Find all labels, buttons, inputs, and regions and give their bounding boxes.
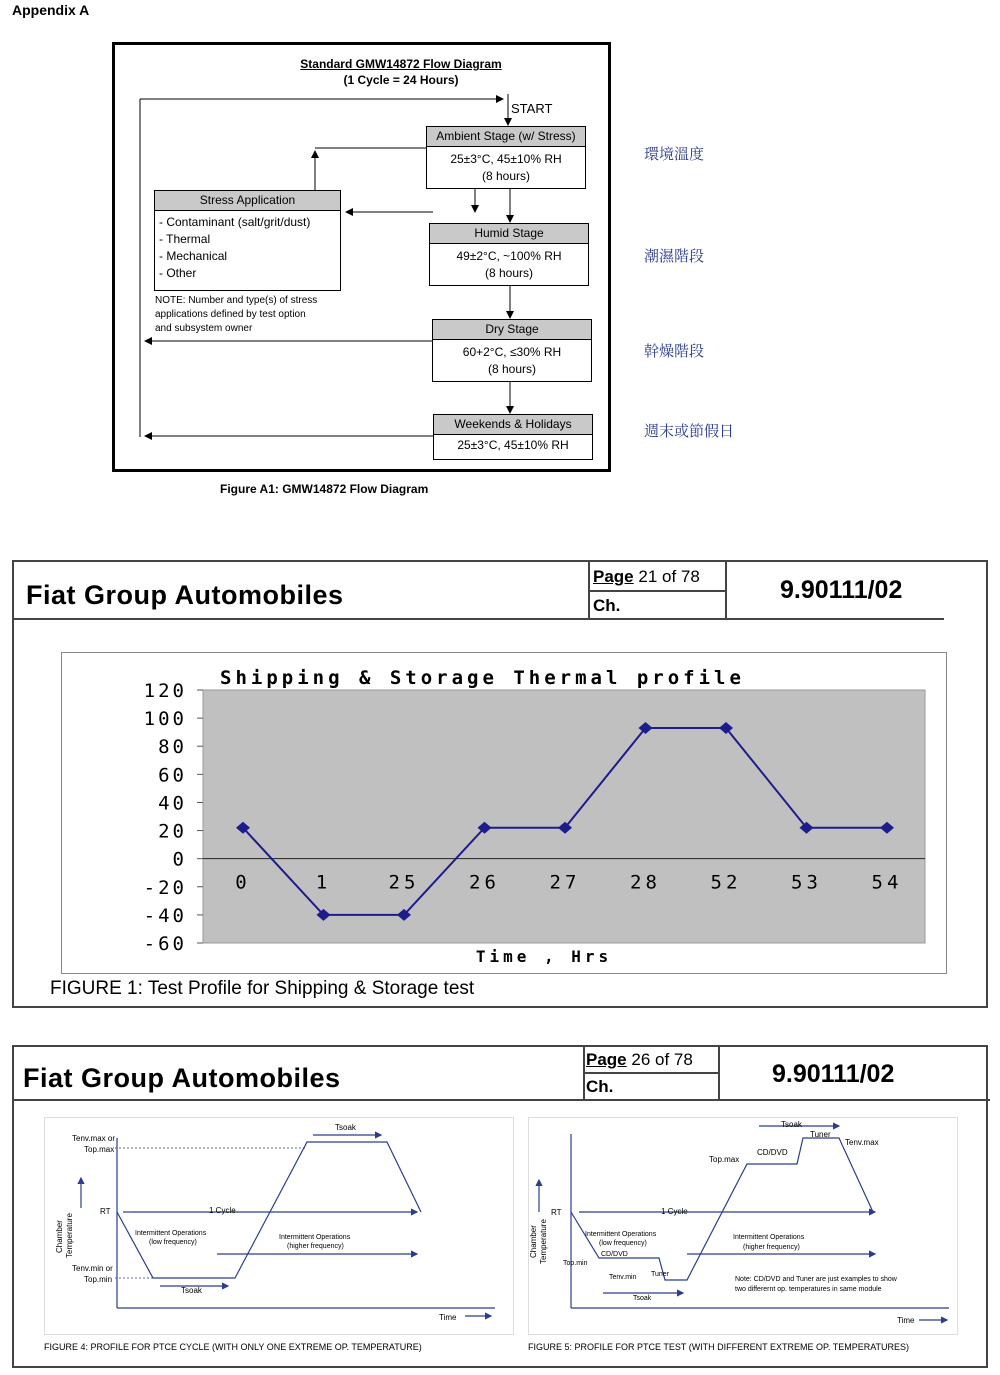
stage-weekends-title: Weekends & Holidays	[434, 415, 592, 435]
fig5-int-high-1: Intermittent Operations	[733, 1234, 805, 1241]
stage-dry-title: Dry Stage	[433, 320, 591, 340]
x-tick-label: 1	[315, 871, 332, 894]
fig5-tsoak-bottom: Tsoak	[633, 1295, 652, 1302]
stage-ambient-dur: (8 hours)	[481, 169, 531, 183]
fig5-time: Time	[897, 1316, 915, 1325]
fiat-panel-1	[12, 560, 988, 1008]
x-tick-label: 25	[388, 871, 420, 894]
y-tick-label: -20	[143, 876, 187, 899]
fig4-int-high-1: Intermittent Operations	[279, 1234, 351, 1241]
x-tick-label: 26	[469, 871, 500, 894]
x-axis-label: Time , Hrs	[475, 947, 613, 966]
fig4-tsoak-top: Tsoak	[335, 1123, 356, 1132]
fig4-temperature: Temperature	[65, 1213, 74, 1258]
fig5-rt: RT	[551, 1208, 562, 1217]
fig5-tuner-bottom: Tuner	[651, 1271, 670, 1278]
fig5-int-low-2: (low frequency)	[599, 1240, 647, 1247]
chinese-label-dry: 幹燥階段	[644, 343, 705, 360]
fig5-tsoak-top: Tsoak	[781, 1120, 802, 1129]
y-tick-label: 80	[158, 736, 187, 759]
fig5-tuner-top: Tuner	[810, 1130, 831, 1139]
chinese-label-ambient: 環境溫度	[644, 146, 705, 163]
plot-area	[203, 690, 925, 943]
fig5-top-max: Top.max	[709, 1155, 740, 1164]
stage-humid-cond: 49±2°C, ~100% RH	[456, 249, 562, 263]
flow-title: Standard GMW14872 Flow Diagram	[300, 57, 502, 71]
fig4-cycle: 1 Cycle	[209, 1206, 236, 1215]
company-name: Fiat Group Automobiles	[26, 580, 344, 610]
chart-container	[61, 652, 947, 974]
figure-5	[528, 1117, 958, 1335]
y-tick-label: 60	[158, 764, 187, 787]
chart-title: Shipping & Storage Thermal profile	[220, 667, 745, 689]
x-tick-label: 0	[235, 871, 251, 894]
stress-note-line: NOTE: Number and type(s) of stress	[155, 295, 318, 306]
x-tick-label: 27	[549, 871, 581, 894]
fig5-cycle: 1 Cycle	[661, 1207, 688, 1216]
ch-label: Ch.	[586, 1077, 614, 1096]
x-tick-label: 54	[871, 871, 903, 894]
thermal-profile-chart	[62, 653, 944, 971]
fig4-int-low-1: Intermittent Operations	[135, 1230, 207, 1237]
stage-ambient-title: Ambient Stage (w/ Stress)	[427, 127, 585, 147]
stage-ambient	[426, 126, 586, 189]
y-tick-label: 20	[158, 820, 187, 843]
y-tick-label: 120	[143, 680, 187, 702]
fig5-note-2: two differernt op. temperatures in same module	[735, 1286, 882, 1293]
stage-ambient-cond: 25±3°C, 45±10% RH	[450, 152, 562, 166]
figure-4-caption: FIGURE 4: PROFILE FOR PTCE CYCLE (WITH ONLY ONE EXTREME OP. TEMPERATURE)	[44, 1342, 422, 1352]
flow-subtitle: (1 Cycle = 24 Hours)	[343, 73, 459, 87]
stress-item: - Thermal	[159, 232, 211, 246]
y-tick-label: -60	[143, 933, 187, 955]
fig4-tenv-max: Tenv.max or	[72, 1134, 115, 1143]
fig5-chamber: Chamber	[529, 1225, 538, 1258]
stress-note-line: applications defined by test option	[155, 309, 306, 320]
fig4-chamber: Chamber	[55, 1220, 64, 1253]
figure-5-drawing	[529, 1118, 957, 1334]
stage-dry-cond: 60+2°C, ≤30% RH	[462, 345, 562, 359]
figure-4	[44, 1117, 514, 1335]
fig4-top-min: Top.min	[84, 1275, 113, 1284]
page-cell	[586, 1050, 693, 1070]
x-tick-label: 53	[791, 871, 822, 894]
stress-note-line: and subsystem owner	[155, 323, 253, 334]
x-tick-label: 52	[710, 871, 742, 894]
figure-a1-caption: Figure A1: GMW14872 Flow Diagram	[220, 482, 429, 496]
stage-humid-title: Humid Stage	[430, 224, 588, 244]
stage-humid	[429, 223, 589, 286]
fig4-top-max: Top.max	[84, 1145, 115, 1154]
fig4-time: Time	[439, 1313, 457, 1322]
chinese-label-humid: 潮濕階段	[644, 248, 705, 265]
fig4-tenv-min: Tenv.min or	[72, 1264, 113, 1273]
stage-dry	[432, 319, 592, 382]
doc-number: 9.90111/02	[780, 576, 903, 604]
x-tick-label: 28	[630, 871, 661, 894]
fig4-rt: RT	[100, 1207, 111, 1216]
appendix-heading: Appendix A	[12, 2, 90, 18]
flow-diagram	[112, 42, 611, 472]
stress-item: - Contaminant (salt/grit/dust)	[159, 215, 311, 229]
start-label: START	[511, 101, 553, 116]
fig5-temperature: Temperature	[539, 1219, 548, 1264]
stage-dry-dur: (8 hours)	[487, 362, 537, 376]
stage-weekends-cond: 25±3°C, 45±10% RH	[457, 438, 569, 452]
company-name: Fiat Group Automobiles	[23, 1063, 341, 1093]
page-label: Page	[593, 567, 634, 586]
stress-application-box	[154, 190, 341, 291]
stress-item: - Mechanical	[159, 249, 228, 263]
fig4-tsoak-bottom: Tsoak	[181, 1286, 202, 1295]
ch-label: Ch.	[593, 596, 621, 615]
fig4-int-high-2: (higher frequency)	[287, 1243, 344, 1250]
stress-note	[155, 294, 317, 336]
y-tick-label: 0	[172, 848, 187, 871]
fig5-tenv-max: Tenv.max	[845, 1138, 879, 1147]
page-value: 21 of 78	[638, 567, 700, 586]
stress-item: - Other	[159, 266, 197, 280]
y-tick-label: 100	[143, 708, 187, 731]
y-tick-label: 40	[158, 792, 187, 815]
page-value: 26 of 78	[631, 1050, 693, 1069]
fig5-cddvd-top: CD/DVD	[757, 1148, 788, 1157]
fig5-tenv-min: Tenv.min	[609, 1274, 637, 1281]
fig5-cddvd-bottom: CD/DVD	[601, 1251, 628, 1258]
doc-number: 9.90111/02	[772, 1060, 895, 1088]
page-label: Page	[586, 1050, 627, 1069]
page-cell	[593, 567, 700, 587]
figure-4-drawing	[45, 1118, 513, 1334]
y-tick-label: -40	[143, 904, 187, 927]
stage-humid-dur: (8 hours)	[484, 266, 534, 280]
fiat-panel-2	[12, 1045, 988, 1368]
figure-5-caption: FIGURE 5: PROFILE FOR PTCE TEST (WITH DIFFERENT EXTREME OP. TEMPERATURES)	[528, 1342, 910, 1352]
chinese-label-weekends: 週末或節假日	[644, 423, 735, 440]
fig5-top-min: Top.min	[563, 1260, 588, 1267]
fig5-int-low-1: Intermittent Operations	[585, 1231, 657, 1238]
stress-title: Stress Application	[155, 191, 340, 211]
fig5-int-high-2: (higher frequency)	[743, 1244, 800, 1251]
fig4-int-low-2: (low frequency)	[149, 1239, 197, 1246]
stage-weekends	[433, 414, 593, 460]
fig5-note-1: Note: CD/DVD and Tuner are just examples to show	[735, 1276, 897, 1283]
figure-1-caption: FIGURE 1: Test Profile for Shipping & Storage test	[50, 978, 475, 999]
